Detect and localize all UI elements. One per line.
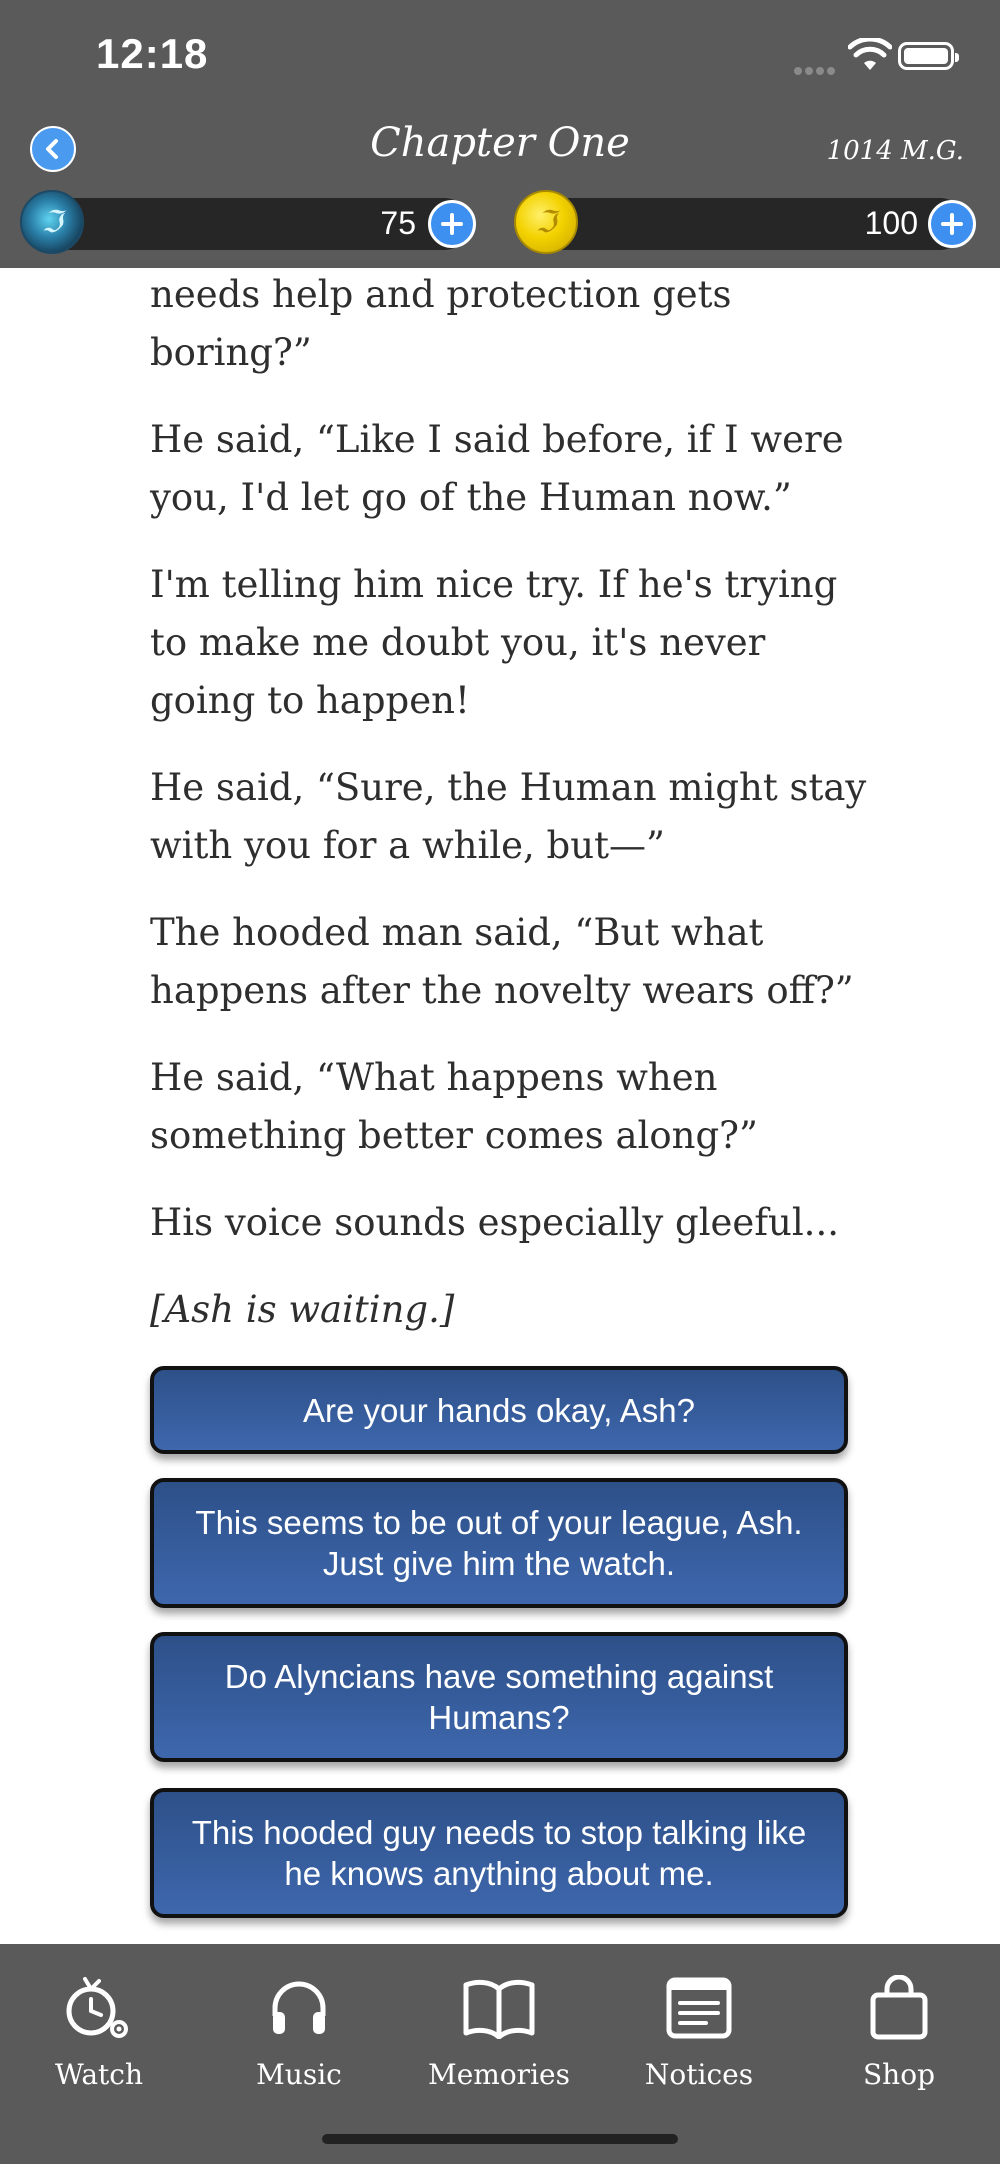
choice-button-1[interactable]: Are your hands okay, Ash? — [150, 1366, 848, 1454]
tab-label: Music — [256, 2058, 342, 2091]
status-time: 12:18 — [96, 30, 209, 77]
gem-amount: 75 — [380, 205, 416, 241]
book-icon — [462, 1977, 536, 2039]
story-text — [150, 266, 870, 1368]
tab-label: Watch — [54, 2058, 143, 2091]
tab-notices[interactable] — [609, 1968, 789, 2091]
top-bar — [0, 0, 1000, 268]
choice-button-4[interactable]: This hooded guy needs to stop talking like he knows anything about me. — [150, 1788, 848, 1918]
story-paragraph: He said, “Sure, the Human might stay with you for a while, but—” — [150, 766, 867, 867]
tab-label: Memories — [428, 2058, 570, 2091]
choice-button-2[interactable]: This seems to be out of your league, Ash. Just give him the watch. — [150, 1478, 848, 1608]
story-prompt: [Ash is waiting.] — [150, 1288, 455, 1331]
plus-icon — [440, 212, 464, 236]
add-coins-button[interactable] — [928, 200, 976, 248]
tab-watch[interactable] — [9, 1968, 189, 2091]
watch-gear-icon — [61, 1973, 137, 2043]
tab-label: Notices — [644, 2058, 754, 2091]
story-paragraph: His voice sounds especially gleeful... — [150, 1201, 839, 1244]
add-gems-button[interactable] — [428, 200, 476, 248]
story-paragraph: The hooded man said, “But what happens after the novelty wears off?” — [150, 911, 854, 1012]
shopping-bag-icon — [869, 1975, 929, 2041]
tab-memories[interactable] — [409, 1968, 589, 2091]
choice-button-3[interactable]: Do Alyncians have something against Humans? — [150, 1632, 848, 1762]
chapter-title: Chapter One — [370, 120, 630, 166]
headphones-icon — [267, 1976, 331, 2040]
signal-icon — [794, 62, 840, 70]
coin-amount: 100 — [864, 205, 918, 241]
gem-icon: ℑ — [20, 190, 84, 254]
wifi-icon — [848, 38, 892, 72]
story-paragraph: He said, “What happens when something better comes along?” — [150, 1056, 758, 1157]
story-paragraph: I'm telling him nice try. If he's trying to make me doubt you, it's never going to happen! — [150, 563, 838, 722]
tab-shop[interactable] — [809, 1968, 989, 2091]
tab-music[interactable] — [209, 1968, 389, 2091]
tab-label: Shop — [863, 2058, 935, 2091]
story-paragraph: He said, “Like I said before, if I were you, I'd let go of the Human now.” — [150, 418, 844, 519]
story-paragraph: needs help and protection gets boring?” — [150, 273, 732, 374]
home-indicator[interactable] — [322, 2134, 678, 2144]
tab-bar — [0, 1944, 1000, 2164]
battery-icon — [898, 42, 954, 70]
coin-icon: ℑ — [514, 190, 578, 254]
plus-icon — [940, 212, 964, 236]
notice-icon — [666, 1977, 732, 2039]
story-date: 1014 M.G. — [826, 136, 964, 166]
